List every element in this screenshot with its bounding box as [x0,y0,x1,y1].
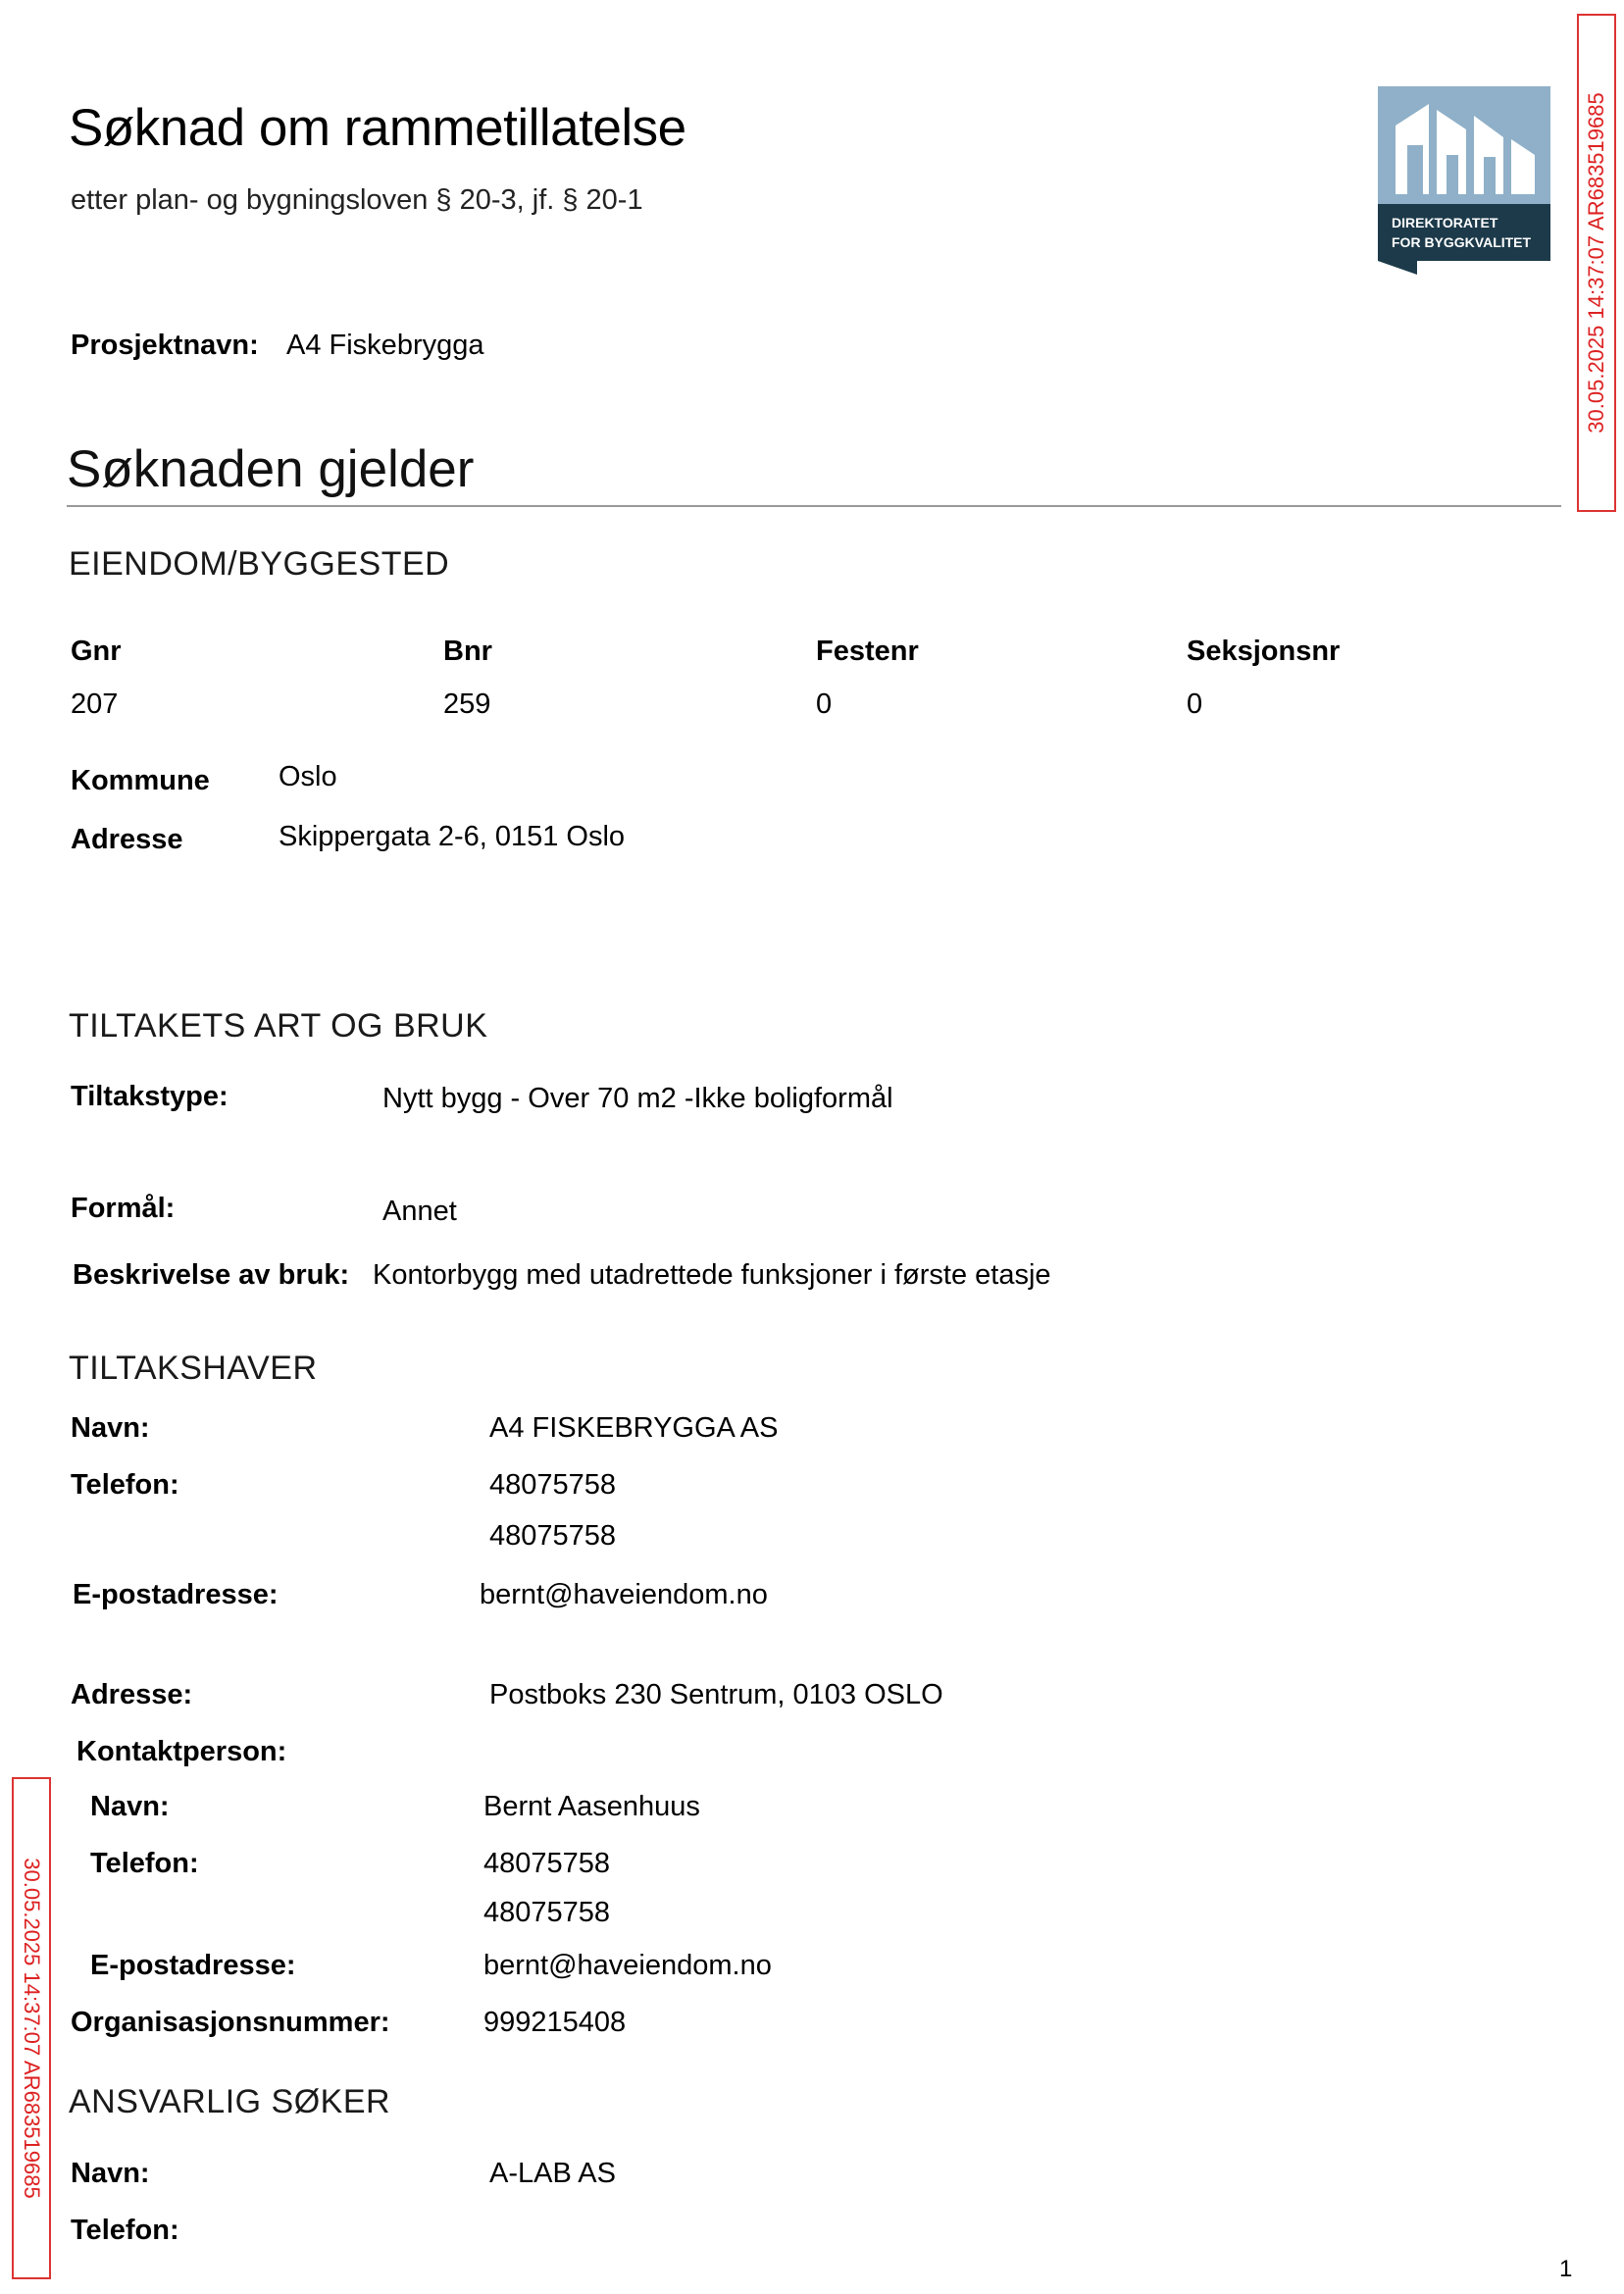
tiltakshaver-epost-label: E-postadresse: [73,1579,279,1610]
tiltakshaver-navn-value: A4 FISKEBRYGGA AS [489,1412,779,1444]
kommune-value: Oslo [279,761,337,792]
document-title: Søknad om rammetillatelse [69,99,686,157]
ansvarlig-navn-label: Navn: [71,2158,150,2189]
orgnr-value: 999215408 [483,2007,627,2038]
timestamp-stamp-bottom [12,1777,51,2279]
kontakt-epost-value: bernt@haveiendom.no [483,1950,772,1981]
heading-divider [67,505,1561,507]
section-heading: Søknaden gjelder [67,440,475,498]
formal-value: Annet [382,1196,457,1227]
building-logo-icon [1378,86,1550,275]
tiltakshaver-telefon-value-2: 48075758 [489,1520,617,1552]
festenr-label: Festenr [816,636,919,667]
adresse-label: Adresse [71,824,183,855]
festenr-value: 0 [816,688,833,720]
bnr-value: 259 [443,688,491,720]
ansvarlig-heading: ANSVARLIG SØKER [69,2083,391,2120]
document-subtitle: etter plan- og bygningsloven § 20-3, jf. § 20-1 [71,184,643,216]
kontakt-telefon-label: Telefon: [90,1848,199,1879]
stamp-text: 30.05.2025 14:37:07 AR683519685 [1584,92,1608,433]
logo-line-1: DIREKTORATET [1392,215,1498,230]
kontakt-epost-label: E-postadresse: [90,1950,296,1981]
bruk-value: Kontorbygg med utadrettede funksjoner i første etasje [373,1259,1051,1291]
kontakt-navn-label: Navn: [90,1791,170,1822]
tiltak-heading: TILTAKETS ART OG BRUK [69,1007,488,1045]
tiltakshaver-telefon-label: Telefon: [71,1469,179,1501]
kommune-label: Kommune [71,765,210,796]
stamp-text: 30.05.2025 14:37:07 AR683519685 [20,1858,44,2199]
formal-label: Formål: [71,1193,176,1224]
timestamp-stamp-top [1577,14,1616,512]
kontakt-navn-value: Bernt Aasenhuus [483,1791,700,1822]
tiltakshaver-adresse-label: Adresse: [71,1679,193,1710]
tiltakshaver-telefon-value-1: 48075758 [489,1469,617,1501]
kontakt-telefon-value-1: 48075758 [483,1848,611,1879]
ansvarlig-navn-value: A-LAB AS [489,2158,616,2189]
tiltakshaver-heading: TILTAKSHAVER [69,1350,318,1387]
page-number: 1 [1559,2256,1573,2282]
dibk-logo [1378,86,1550,275]
seksjonsnr-value: 0 [1187,688,1203,720]
tiltakshaver-navn-label: Navn: [71,1412,150,1444]
gnr-label: Gnr [71,636,122,667]
adresse-value: Skippergata 2-6, 0151 Oslo [279,821,626,852]
tiltakstype-value: Nytt bygg - Over 70 m2 -Ikke boligformål [382,1083,893,1114]
orgnr-label: Organisasjonsnummer: [71,2007,390,2038]
project-name-label: Prosjektnavn: [71,330,259,361]
tiltakshaver-adresse-value: Postboks 230 Sentrum, 0103 OSLO [489,1679,943,1710]
kontakt-telefon-value-2: 48075758 [483,1897,611,1928]
bruk-label: Beskrivelse av bruk: [73,1259,350,1291]
kontaktperson-label: Kontaktperson: [76,1736,287,1767]
ansvarlig-telefon-label: Telefon: [71,2215,179,2246]
project-name-value: A4 Fiskebrygga [286,330,484,361]
property-heading: EIENDOM/BYGGESTED [69,545,450,583]
tiltakstype-label: Tiltakstype: [71,1081,228,1112]
gnr-value: 207 [71,688,119,720]
bnr-label: Bnr [443,636,492,667]
tiltakshaver-epost-value: bernt@haveiendom.no [480,1579,768,1610]
seksjonsnr-label: Seksjonsnr [1187,636,1341,667]
logo-line-2: FOR BYGGKVALITET [1392,234,1532,250]
